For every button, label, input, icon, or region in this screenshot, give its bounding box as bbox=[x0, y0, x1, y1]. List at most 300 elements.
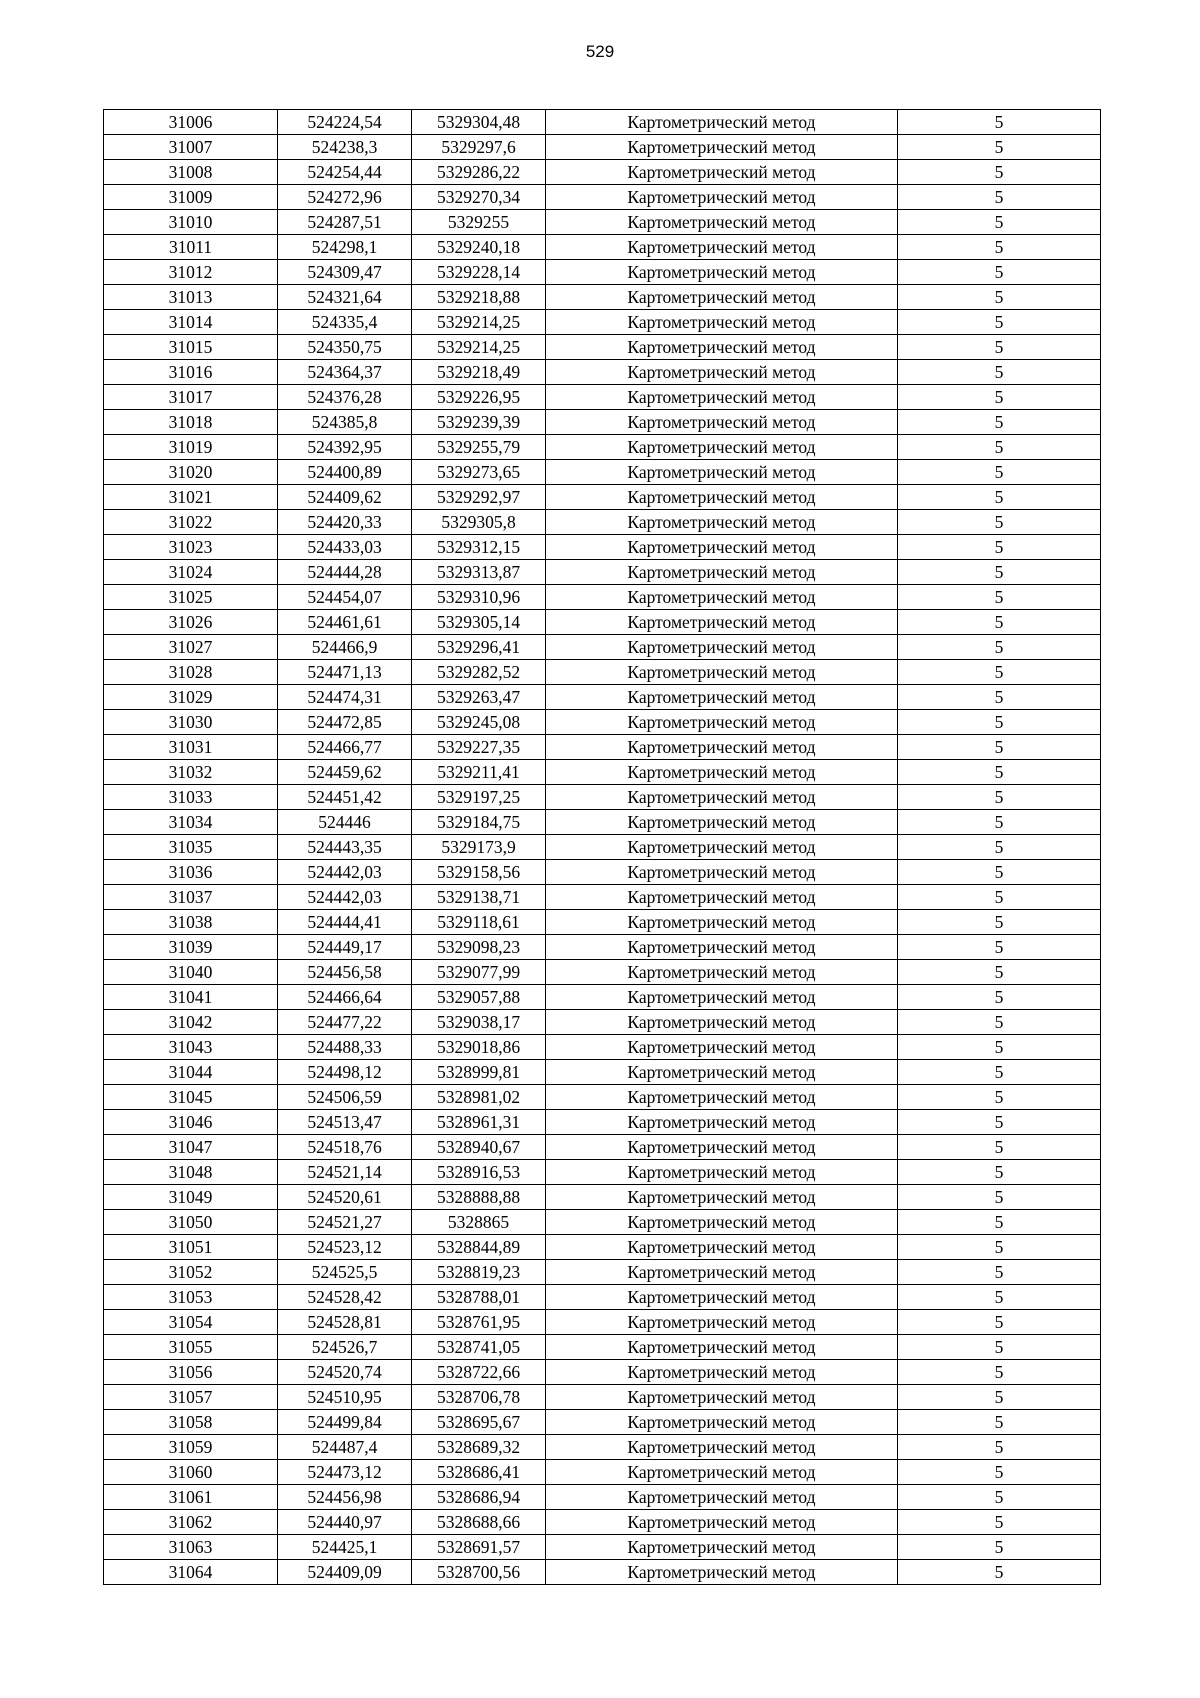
x-coordinate-cell: 524444,28 bbox=[278, 560, 412, 585]
x-coordinate-cell: 524528,81 bbox=[278, 1310, 412, 1335]
point-number-cell: 31006 bbox=[104, 110, 278, 135]
accuracy-cell: 5 bbox=[898, 1185, 1101, 1210]
x-coordinate-cell: 524472,85 bbox=[278, 710, 412, 735]
point-number-cell: 31032 bbox=[104, 760, 278, 785]
point-number-cell: 31054 bbox=[104, 1310, 278, 1335]
y-coordinate-cell: 5328761,95 bbox=[412, 1310, 546, 1335]
accuracy-cell: 5 bbox=[898, 1385, 1101, 1410]
accuracy-cell: 5 bbox=[898, 110, 1101, 135]
y-coordinate-cell: 5328888,88 bbox=[412, 1185, 546, 1210]
accuracy-cell: 5 bbox=[898, 660, 1101, 685]
method-cell: Картометрический метод bbox=[546, 285, 898, 310]
accuracy-cell: 5 bbox=[898, 910, 1101, 935]
accuracy-cell: 5 bbox=[898, 1360, 1101, 1385]
accuracy-cell: 5 bbox=[898, 710, 1101, 735]
y-coordinate-cell: 5328688,66 bbox=[412, 1510, 546, 1535]
table-row bbox=[104, 160, 1101, 185]
x-coordinate-cell: 524238,3 bbox=[278, 135, 412, 160]
x-coordinate-cell: 524444,41 bbox=[278, 910, 412, 935]
point-number-cell: 31026 bbox=[104, 610, 278, 635]
point-number-cell: 31059 bbox=[104, 1435, 278, 1460]
y-coordinate-cell: 5328695,67 bbox=[412, 1410, 546, 1435]
table-row bbox=[104, 1260, 1101, 1285]
x-coordinate-cell: 524506,59 bbox=[278, 1085, 412, 1110]
table-row bbox=[104, 1560, 1101, 1585]
point-number-cell: 31037 bbox=[104, 885, 278, 910]
y-coordinate-cell: 5329038,17 bbox=[412, 1010, 546, 1035]
method-cell: Картометрический метод bbox=[546, 1085, 898, 1110]
method-cell: Картометрический метод bbox=[546, 1110, 898, 1135]
method-cell: Картометрический метод bbox=[546, 360, 898, 385]
point-number-cell: 31042 bbox=[104, 1010, 278, 1035]
point-number-cell: 31010 bbox=[104, 210, 278, 235]
table-row bbox=[104, 1335, 1101, 1360]
x-coordinate-cell: 524446 bbox=[278, 810, 412, 835]
accuracy-cell: 5 bbox=[898, 260, 1101, 285]
table-row bbox=[104, 360, 1101, 385]
method-cell: Картометрический метод bbox=[546, 485, 898, 510]
x-coordinate-cell: 524440,97 bbox=[278, 1510, 412, 1535]
point-number-cell: 31012 bbox=[104, 260, 278, 285]
table-row bbox=[104, 1510, 1101, 1535]
x-coordinate-cell: 524454,07 bbox=[278, 585, 412, 610]
point-number-cell: 31050 bbox=[104, 1210, 278, 1235]
method-cell: Картометрический метод bbox=[546, 160, 898, 185]
y-coordinate-cell: 5329197,25 bbox=[412, 785, 546, 810]
x-coordinate-cell: 524513,47 bbox=[278, 1110, 412, 1135]
y-coordinate-cell: 5328961,31 bbox=[412, 1110, 546, 1135]
table-row bbox=[104, 685, 1101, 710]
method-cell: Картометрический метод bbox=[546, 1135, 898, 1160]
accuracy-cell: 5 bbox=[898, 1510, 1101, 1535]
table-row bbox=[104, 310, 1101, 335]
x-coordinate-cell: 524364,37 bbox=[278, 360, 412, 385]
point-number-cell: 31057 bbox=[104, 1385, 278, 1410]
y-coordinate-cell: 5329313,87 bbox=[412, 560, 546, 585]
method-cell: Картометрический метод bbox=[546, 185, 898, 210]
point-number-cell: 31016 bbox=[104, 360, 278, 385]
table-row bbox=[104, 135, 1101, 160]
y-coordinate-cell: 5328788,01 bbox=[412, 1285, 546, 1310]
table-row bbox=[104, 960, 1101, 985]
y-coordinate-cell: 5328741,05 bbox=[412, 1335, 546, 1360]
accuracy-cell: 5 bbox=[898, 785, 1101, 810]
y-coordinate-cell: 5329263,47 bbox=[412, 685, 546, 710]
point-number-cell: 31047 bbox=[104, 1135, 278, 1160]
accuracy-cell: 5 bbox=[898, 1085, 1101, 1110]
table-row bbox=[104, 810, 1101, 835]
x-coordinate-cell: 524471,13 bbox=[278, 660, 412, 685]
coordinates-table-body bbox=[104, 110, 1101, 1585]
method-cell: Картометрический метод bbox=[546, 1235, 898, 1260]
point-number-cell: 31051 bbox=[104, 1235, 278, 1260]
accuracy-cell: 5 bbox=[898, 1485, 1101, 1510]
y-coordinate-cell: 5328686,41 bbox=[412, 1460, 546, 1485]
accuracy-cell: 5 bbox=[898, 685, 1101, 710]
y-coordinate-cell: 5329077,99 bbox=[412, 960, 546, 985]
y-coordinate-cell: 5329118,61 bbox=[412, 910, 546, 935]
y-coordinate-cell: 5329218,88 bbox=[412, 285, 546, 310]
method-cell: Картометрический метод bbox=[546, 1335, 898, 1360]
y-coordinate-cell: 5329214,25 bbox=[412, 310, 546, 335]
point-number-cell: 31024 bbox=[104, 560, 278, 585]
table-row bbox=[104, 1035, 1101, 1060]
method-cell: Картометрический метод bbox=[546, 910, 898, 935]
method-cell: Картометрический метод bbox=[546, 960, 898, 985]
accuracy-cell: 5 bbox=[898, 1560, 1101, 1585]
x-coordinate-cell: 524456,98 bbox=[278, 1485, 412, 1510]
table-row bbox=[104, 410, 1101, 435]
x-coordinate-cell: 524287,51 bbox=[278, 210, 412, 235]
x-coordinate-cell: 524425,1 bbox=[278, 1535, 412, 1560]
method-cell: Картометрический метод bbox=[546, 310, 898, 335]
point-number-cell: 31023 bbox=[104, 535, 278, 560]
y-coordinate-cell: 5329158,56 bbox=[412, 860, 546, 885]
point-number-cell: 31058 bbox=[104, 1410, 278, 1435]
table-row bbox=[104, 885, 1101, 910]
method-cell: Картометрический метод bbox=[546, 935, 898, 960]
method-cell: Картометрический метод bbox=[546, 710, 898, 735]
accuracy-cell: 5 bbox=[898, 185, 1101, 210]
point-number-cell: 31035 bbox=[104, 835, 278, 860]
y-coordinate-cell: 5328706,78 bbox=[412, 1385, 546, 1410]
accuracy-cell: 5 bbox=[898, 135, 1101, 160]
point-number-cell: 31034 bbox=[104, 810, 278, 835]
table-row bbox=[104, 1010, 1101, 1035]
y-coordinate-cell: 5328844,89 bbox=[412, 1235, 546, 1260]
point-number-cell: 31029 bbox=[104, 685, 278, 710]
method-cell: Картометрический метод bbox=[546, 1285, 898, 1310]
x-coordinate-cell: 524521,14 bbox=[278, 1160, 412, 1185]
method-cell: Картометрический метод bbox=[546, 1260, 898, 1285]
x-coordinate-cell: 524443,35 bbox=[278, 835, 412, 860]
accuracy-cell: 5 bbox=[898, 460, 1101, 485]
x-coordinate-cell: 524488,33 bbox=[278, 1035, 412, 1060]
y-coordinate-cell: 5328700,56 bbox=[412, 1560, 546, 1585]
point-number-cell: 31031 bbox=[104, 735, 278, 760]
accuracy-cell: 5 bbox=[898, 235, 1101, 260]
y-coordinate-cell: 5329239,39 bbox=[412, 410, 546, 435]
point-number-cell: 31043 bbox=[104, 1035, 278, 1060]
method-cell: Картометрический метод bbox=[546, 735, 898, 760]
point-number-cell: 31046 bbox=[104, 1110, 278, 1135]
table-row bbox=[104, 935, 1101, 960]
accuracy-cell: 5 bbox=[898, 1335, 1101, 1360]
y-coordinate-cell: 5329098,23 bbox=[412, 935, 546, 960]
accuracy-cell: 5 bbox=[898, 1235, 1101, 1260]
y-coordinate-cell: 5329312,15 bbox=[412, 535, 546, 560]
y-coordinate-cell: 5328689,32 bbox=[412, 1435, 546, 1460]
method-cell: Картометрический метод bbox=[546, 210, 898, 235]
x-coordinate-cell: 524442,03 bbox=[278, 885, 412, 910]
x-coordinate-cell: 524298,1 bbox=[278, 235, 412, 260]
x-coordinate-cell: 524521,27 bbox=[278, 1210, 412, 1235]
y-coordinate-cell: 5328691,57 bbox=[412, 1535, 546, 1560]
accuracy-cell: 5 bbox=[898, 310, 1101, 335]
y-coordinate-cell: 5329310,96 bbox=[412, 585, 546, 610]
table-row bbox=[104, 710, 1101, 735]
x-coordinate-cell: 524459,62 bbox=[278, 760, 412, 785]
accuracy-cell: 5 bbox=[898, 835, 1101, 860]
table-row bbox=[104, 835, 1101, 860]
point-number-cell: 31021 bbox=[104, 485, 278, 510]
table-row bbox=[104, 1160, 1101, 1185]
y-coordinate-cell: 5329292,97 bbox=[412, 485, 546, 510]
x-coordinate-cell: 524385,8 bbox=[278, 410, 412, 435]
point-number-cell: 31007 bbox=[104, 135, 278, 160]
x-coordinate-cell: 524409,62 bbox=[278, 485, 412, 510]
x-coordinate-cell: 524474,31 bbox=[278, 685, 412, 710]
method-cell: Картометрический метод bbox=[546, 1410, 898, 1435]
table-row bbox=[104, 1485, 1101, 1510]
y-coordinate-cell: 5329057,88 bbox=[412, 985, 546, 1010]
y-coordinate-cell: 5329273,65 bbox=[412, 460, 546, 485]
x-coordinate-cell: 524487,4 bbox=[278, 1435, 412, 1460]
method-cell: Картометрический метод bbox=[546, 760, 898, 785]
table-row bbox=[104, 260, 1101, 285]
y-coordinate-cell: 5328999,81 bbox=[412, 1060, 546, 1085]
point-number-cell: 31049 bbox=[104, 1185, 278, 1210]
method-cell: Картометрический метод bbox=[546, 335, 898, 360]
method-cell: Картометрический метод bbox=[546, 560, 898, 585]
y-coordinate-cell: 5329286,22 bbox=[412, 160, 546, 185]
method-cell: Картометрический метод bbox=[546, 1360, 898, 1385]
method-cell: Картометрический метод bbox=[546, 985, 898, 1010]
table-row bbox=[104, 985, 1101, 1010]
accuracy-cell: 5 bbox=[898, 635, 1101, 660]
y-coordinate-cell: 5328819,23 bbox=[412, 1260, 546, 1285]
table-row bbox=[104, 560, 1101, 585]
y-coordinate-cell: 5328916,53 bbox=[412, 1160, 546, 1185]
y-coordinate-cell: 5328981,02 bbox=[412, 1085, 546, 1110]
point-number-cell: 31053 bbox=[104, 1285, 278, 1310]
table-row bbox=[104, 435, 1101, 460]
accuracy-cell: 5 bbox=[898, 1435, 1101, 1460]
point-number-cell: 31030 bbox=[104, 710, 278, 735]
y-coordinate-cell: 5329211,41 bbox=[412, 760, 546, 785]
method-cell: Картометрический метод bbox=[546, 885, 898, 910]
point-number-cell: 31061 bbox=[104, 1485, 278, 1510]
y-coordinate-cell: 5329214,25 bbox=[412, 335, 546, 360]
y-coordinate-cell: 5329305,14 bbox=[412, 610, 546, 635]
x-coordinate-cell: 524309,47 bbox=[278, 260, 412, 285]
point-number-cell: 31044 bbox=[104, 1060, 278, 1085]
method-cell: Картометрический метод bbox=[546, 535, 898, 560]
method-cell: Картометрический метод bbox=[546, 1385, 898, 1410]
y-coordinate-cell: 5329245,08 bbox=[412, 710, 546, 735]
table-row bbox=[104, 185, 1101, 210]
method-cell: Картометрический метод bbox=[546, 1060, 898, 1085]
point-number-cell: 31060 bbox=[104, 1460, 278, 1485]
accuracy-cell: 5 bbox=[898, 1060, 1101, 1085]
accuracy-cell: 5 bbox=[898, 1110, 1101, 1135]
point-number-cell: 31063 bbox=[104, 1535, 278, 1560]
point-number-cell: 31045 bbox=[104, 1085, 278, 1110]
method-cell: Картометрический метод bbox=[546, 1035, 898, 1060]
accuracy-cell: 5 bbox=[898, 1160, 1101, 1185]
accuracy-cell: 5 bbox=[898, 760, 1101, 785]
point-number-cell: 31009 bbox=[104, 185, 278, 210]
method-cell: Картометрический метод bbox=[546, 660, 898, 685]
x-coordinate-cell: 524528,42 bbox=[278, 1285, 412, 1310]
y-coordinate-cell: 5329228,14 bbox=[412, 260, 546, 285]
method-cell: Картометрический метод bbox=[546, 435, 898, 460]
x-coordinate-cell: 524449,17 bbox=[278, 935, 412, 960]
x-coordinate-cell: 524520,74 bbox=[278, 1360, 412, 1385]
method-cell: Картометрический метод bbox=[546, 135, 898, 160]
table-row bbox=[104, 460, 1101, 485]
x-coordinate-cell: 524272,96 bbox=[278, 185, 412, 210]
table-row bbox=[104, 1435, 1101, 1460]
point-number-cell: 31011 bbox=[104, 235, 278, 260]
x-coordinate-cell: 524499,84 bbox=[278, 1410, 412, 1435]
y-coordinate-cell: 5328940,67 bbox=[412, 1135, 546, 1160]
table-row bbox=[104, 1385, 1101, 1410]
accuracy-cell: 5 bbox=[898, 560, 1101, 585]
table-row bbox=[104, 335, 1101, 360]
point-number-cell: 31040 bbox=[104, 960, 278, 985]
x-coordinate-cell: 524510,95 bbox=[278, 1385, 412, 1410]
table-row bbox=[104, 1135, 1101, 1160]
y-coordinate-cell: 5329240,18 bbox=[412, 235, 546, 260]
accuracy-cell: 5 bbox=[898, 285, 1101, 310]
table-row bbox=[104, 110, 1101, 135]
y-coordinate-cell: 5329227,35 bbox=[412, 735, 546, 760]
coordinates-table bbox=[103, 109, 1101, 1585]
point-number-cell: 31014 bbox=[104, 310, 278, 335]
table-row bbox=[104, 1210, 1101, 1235]
point-number-cell: 31039 bbox=[104, 935, 278, 960]
x-coordinate-cell: 524466,64 bbox=[278, 985, 412, 1010]
point-number-cell: 31038 bbox=[104, 910, 278, 935]
x-coordinate-cell: 524466,77 bbox=[278, 735, 412, 760]
table-row bbox=[104, 735, 1101, 760]
x-coordinate-cell: 524477,22 bbox=[278, 1010, 412, 1035]
y-coordinate-cell: 5328722,66 bbox=[412, 1360, 546, 1385]
table-row bbox=[104, 860, 1101, 885]
point-number-cell: 31056 bbox=[104, 1360, 278, 1385]
method-cell: Картометрический метод bbox=[546, 1535, 898, 1560]
y-coordinate-cell: 5329297,6 bbox=[412, 135, 546, 160]
table-row bbox=[104, 235, 1101, 260]
method-cell: Картометрический метод bbox=[546, 1210, 898, 1235]
method-cell: Картометрический метод bbox=[546, 635, 898, 660]
x-coordinate-cell: 524525,5 bbox=[278, 1260, 412, 1285]
x-coordinate-cell: 524523,12 bbox=[278, 1235, 412, 1260]
accuracy-cell: 5 bbox=[898, 585, 1101, 610]
x-coordinate-cell: 524321,64 bbox=[278, 285, 412, 310]
table-row bbox=[104, 535, 1101, 560]
table-row bbox=[104, 1235, 1101, 1260]
point-number-cell: 31013 bbox=[104, 285, 278, 310]
point-number-cell: 31025 bbox=[104, 585, 278, 610]
table-row bbox=[104, 285, 1101, 310]
table-row bbox=[104, 510, 1101, 535]
table-row bbox=[104, 1460, 1101, 1485]
accuracy-cell: 5 bbox=[898, 985, 1101, 1010]
accuracy-cell: 5 bbox=[898, 1260, 1101, 1285]
point-number-cell: 31028 bbox=[104, 660, 278, 685]
accuracy-cell: 5 bbox=[898, 535, 1101, 560]
x-coordinate-cell: 524376,28 bbox=[278, 385, 412, 410]
y-coordinate-cell: 5329304,48 bbox=[412, 110, 546, 135]
accuracy-cell: 5 bbox=[898, 1410, 1101, 1435]
x-coordinate-cell: 524400,89 bbox=[278, 460, 412, 485]
method-cell: Картометрический метод bbox=[546, 235, 898, 260]
table-row bbox=[104, 1185, 1101, 1210]
point-number-cell: 31017 bbox=[104, 385, 278, 410]
accuracy-cell: 5 bbox=[898, 860, 1101, 885]
x-coordinate-cell: 524350,75 bbox=[278, 335, 412, 360]
method-cell: Картометрический метод bbox=[546, 610, 898, 635]
x-coordinate-cell: 524451,42 bbox=[278, 785, 412, 810]
point-number-cell: 31015 bbox=[104, 335, 278, 360]
table-row bbox=[104, 910, 1101, 935]
accuracy-cell: 5 bbox=[898, 1535, 1101, 1560]
method-cell: Картометрический метод bbox=[546, 260, 898, 285]
table-row bbox=[104, 760, 1101, 785]
point-number-cell: 31018 bbox=[104, 410, 278, 435]
table-row bbox=[104, 1085, 1101, 1110]
y-coordinate-cell: 5329138,71 bbox=[412, 885, 546, 910]
accuracy-cell: 5 bbox=[898, 485, 1101, 510]
y-coordinate-cell: 5329296,41 bbox=[412, 635, 546, 660]
y-coordinate-cell: 5329226,95 bbox=[412, 385, 546, 410]
method-cell: Картометрический метод bbox=[546, 1010, 898, 1035]
accuracy-cell: 5 bbox=[898, 1135, 1101, 1160]
table-row bbox=[104, 785, 1101, 810]
table-row bbox=[104, 1535, 1101, 1560]
method-cell: Картометрический метод bbox=[546, 785, 898, 810]
method-cell: Картометрический метод bbox=[546, 1185, 898, 1210]
point-number-cell: 31033 bbox=[104, 785, 278, 810]
y-coordinate-cell: 5329282,52 bbox=[412, 660, 546, 685]
point-number-cell: 31041 bbox=[104, 985, 278, 1010]
table-row bbox=[104, 210, 1101, 235]
accuracy-cell: 5 bbox=[898, 410, 1101, 435]
accuracy-cell: 5 bbox=[898, 810, 1101, 835]
x-coordinate-cell: 524420,33 bbox=[278, 510, 412, 535]
accuracy-cell: 5 bbox=[898, 1310, 1101, 1335]
page-number: 529 bbox=[585, 42, 615, 61]
point-number-cell: 31052 bbox=[104, 1260, 278, 1285]
method-cell: Картометрический метод bbox=[546, 1485, 898, 1510]
method-cell: Картометрический метод bbox=[546, 1560, 898, 1585]
y-coordinate-cell: 5329218,49 bbox=[412, 360, 546, 385]
point-number-cell: 31027 bbox=[104, 635, 278, 660]
accuracy-cell: 5 bbox=[898, 935, 1101, 960]
table-row bbox=[104, 485, 1101, 510]
x-coordinate-cell: 524473,12 bbox=[278, 1460, 412, 1485]
y-coordinate-cell: 5329173,9 bbox=[412, 835, 546, 860]
method-cell: Картометрический метод bbox=[546, 385, 898, 410]
method-cell: Картометрический метод bbox=[546, 410, 898, 435]
accuracy-cell: 5 bbox=[898, 385, 1101, 410]
method-cell: Картометрический метод bbox=[546, 1310, 898, 1335]
y-coordinate-cell: 5328865 bbox=[412, 1210, 546, 1235]
method-cell: Картометрический метод bbox=[546, 1435, 898, 1460]
method-cell: Картометрический метод bbox=[546, 460, 898, 485]
accuracy-cell: 5 bbox=[898, 510, 1101, 535]
accuracy-cell: 5 bbox=[898, 160, 1101, 185]
table-row bbox=[104, 585, 1101, 610]
accuracy-cell: 5 bbox=[898, 885, 1101, 910]
table-row bbox=[104, 660, 1101, 685]
y-coordinate-cell: 5329270,34 bbox=[412, 185, 546, 210]
x-coordinate-cell: 524456,58 bbox=[278, 960, 412, 985]
point-number-cell: 31019 bbox=[104, 435, 278, 460]
point-number-cell: 31020 bbox=[104, 460, 278, 485]
